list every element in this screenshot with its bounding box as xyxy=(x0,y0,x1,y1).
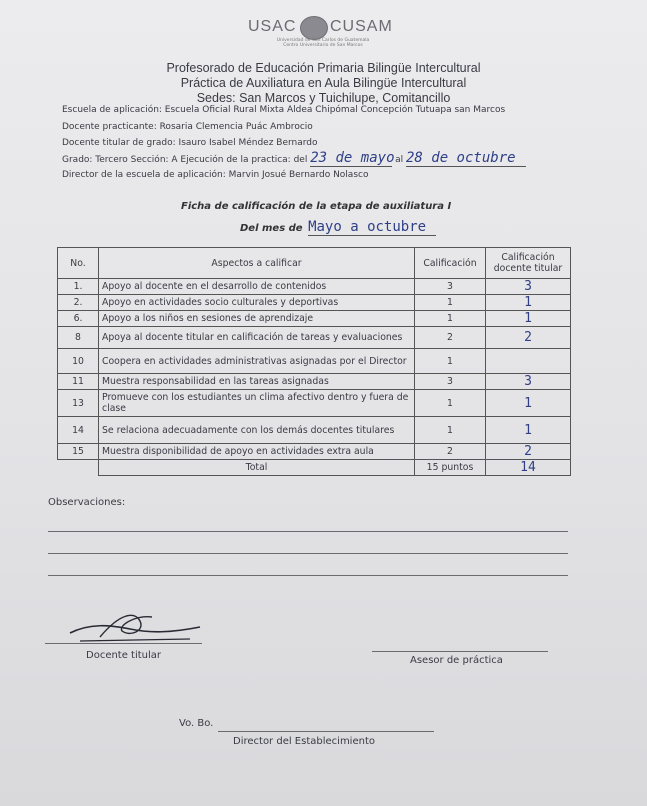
row-aspecto: Apoyo a los niños en sesiones de aprendizaje xyxy=(99,311,415,327)
docente-titular-label: Docente titular xyxy=(86,650,162,661)
director-escuela: Director de la escuela de aplicación: Marvin Josué Bernardo Nolasco xyxy=(62,170,369,180)
row-no: 6. xyxy=(58,311,99,327)
logo-subtitle-2: Centro Universitario de San Marcos xyxy=(283,43,363,48)
usac-cusam-logo xyxy=(248,14,398,54)
total-calificacion: 15 puntos xyxy=(415,460,486,476)
table-row xyxy=(58,417,571,444)
ficha-title: Ficha de calificación de la etapa de auxiliatura I xyxy=(181,201,452,212)
total-docente: 14 xyxy=(486,460,571,476)
header-line-1: Profesorado de Educación Primaria Bilingüe Intercultural xyxy=(166,61,481,75)
escuela-aplicacion: Escuela de aplicación: Escuela Oficial Rural Mixta Aldea Chipómal Concepción Tutuapa san Marcos xyxy=(62,105,506,115)
total-label: Total xyxy=(99,460,415,476)
meses-field xyxy=(308,219,436,236)
row-calificacion: 1 xyxy=(415,417,486,444)
table-row xyxy=(58,311,571,327)
row-no: 10 xyxy=(58,349,99,374)
header-calificacion-docente: Calificación docente titular xyxy=(486,248,571,279)
row-calificacion-docente: 1 xyxy=(486,417,571,444)
grading-table xyxy=(57,247,571,476)
row-calificacion: 1 xyxy=(415,390,486,417)
table-row xyxy=(58,374,571,390)
table-row xyxy=(58,279,571,295)
header-no: No. xyxy=(58,248,99,279)
row-aspecto: Coopera en actividades administrativas asignadas por el Director xyxy=(99,349,415,374)
observaciones-line-3 xyxy=(48,575,568,576)
row-calificacion: 1 xyxy=(415,295,486,311)
table-row xyxy=(58,444,571,460)
del-mes-line xyxy=(240,219,436,236)
del-mes-label: Del mes de xyxy=(240,223,303,234)
table-row xyxy=(58,327,571,349)
row-calificacion-docente: 3 xyxy=(486,374,571,390)
row-calificacion: 2 xyxy=(415,444,486,460)
row-calificacion: 1 xyxy=(415,349,486,374)
table-row xyxy=(58,390,571,417)
row-no: 2. xyxy=(58,295,99,311)
header-calificacion: Calificación xyxy=(415,248,486,279)
observaciones-line-1 xyxy=(48,531,568,532)
row-no: 1. xyxy=(58,279,99,295)
row-no: 8 xyxy=(58,327,99,349)
row-aspecto: Se relaciona adecuadamente con los demás docentes titulares xyxy=(99,417,415,444)
observaciones-label: Observaciones: xyxy=(48,497,126,508)
table-row xyxy=(58,295,571,311)
row-calificacion-docente: 2 xyxy=(486,327,571,349)
row-calificacion-docente xyxy=(486,349,571,374)
university-seal-icon xyxy=(300,16,328,40)
fecha-al: 28 de octubre xyxy=(405,150,516,166)
grado-ejecucion xyxy=(62,150,526,167)
asesor-label: Asesor de práctica xyxy=(410,655,503,666)
row-calificacion: 2 xyxy=(415,327,486,349)
row-calificacion-docente: 1 xyxy=(486,295,571,311)
total-spacer xyxy=(58,460,99,476)
observaciones-line-2 xyxy=(48,553,568,554)
logo-left-text: USAC xyxy=(248,18,297,35)
docente-titular: Docente titular de grado: Isauro Isabel Méndez Bernardo xyxy=(62,138,318,148)
asesor-signature-line xyxy=(372,651,548,652)
row-aspecto: Muestra responsabilidad en las tareas asignadas xyxy=(99,374,415,390)
row-aspecto: Promueve con los estudiantes un clima afectivo dentro y fuera de clase xyxy=(99,390,415,417)
row-calificacion-docente: 2 xyxy=(486,444,571,460)
row-calificacion-docente: 1 xyxy=(486,311,571,327)
vobo-signature-line xyxy=(218,731,434,732)
header-aspectos: Aspectos a calificar xyxy=(99,248,415,279)
row-no: 15 xyxy=(58,444,99,460)
row-calificacion: 1 xyxy=(415,311,486,327)
table-row xyxy=(58,349,571,374)
handwritten-signature xyxy=(60,603,210,643)
row-calificacion: 3 xyxy=(415,374,486,390)
row-calificacion: 3 xyxy=(415,279,486,295)
table-total-row xyxy=(58,460,571,476)
table-header-row xyxy=(58,248,571,279)
row-aspecto: Muestra disponibilidad de apoyo en actividades extra aula xyxy=(99,444,415,460)
row-aspecto: Apoyo al docente en el desarrollo de contenidos xyxy=(99,279,415,295)
director-establecimiento-label: Director del Establecimiento xyxy=(233,736,375,747)
row-no: 14 xyxy=(58,417,99,444)
meses-value: Mayo a octubre xyxy=(308,219,427,235)
fecha-del-field xyxy=(310,150,395,167)
al-label: al xyxy=(395,155,404,165)
row-calificacion-docente: 3 xyxy=(486,279,571,295)
row-calificacion-docente: 1 xyxy=(486,390,571,417)
vobo-label: Vo. Bo. xyxy=(179,718,214,729)
docente-practicante: Docente practicante: Rosaria Clemencia Puác Ambrocio xyxy=(62,122,313,132)
logo-subtitle-1: Universidad de San Carlos de Guatemala xyxy=(276,38,370,43)
grado-label: Grado: Tercero Sección: A Ejecución de la practica: del xyxy=(62,155,308,165)
logo-subtitle xyxy=(268,38,378,48)
fecha-al-field xyxy=(406,150,526,167)
header-line-3: Sedes: San Marcos y Tuichilupe, Comitancillo xyxy=(196,91,451,105)
row-aspecto: Apoya al docente titular en calificación de tareas y evaluaciones xyxy=(99,327,415,349)
docente-signature-line xyxy=(45,643,202,644)
logo-right-text: CUSAM xyxy=(330,18,393,35)
fecha-del: 23 de mayo xyxy=(310,150,395,166)
row-aspecto: Apoyo en actividades socio culturales y deportivas xyxy=(99,295,415,311)
row-no: 11 xyxy=(58,374,99,390)
header-line-2: Práctica de Auxiliatura en Aula Bilingüe Intercultural xyxy=(180,76,467,90)
row-no: 13 xyxy=(58,390,99,417)
